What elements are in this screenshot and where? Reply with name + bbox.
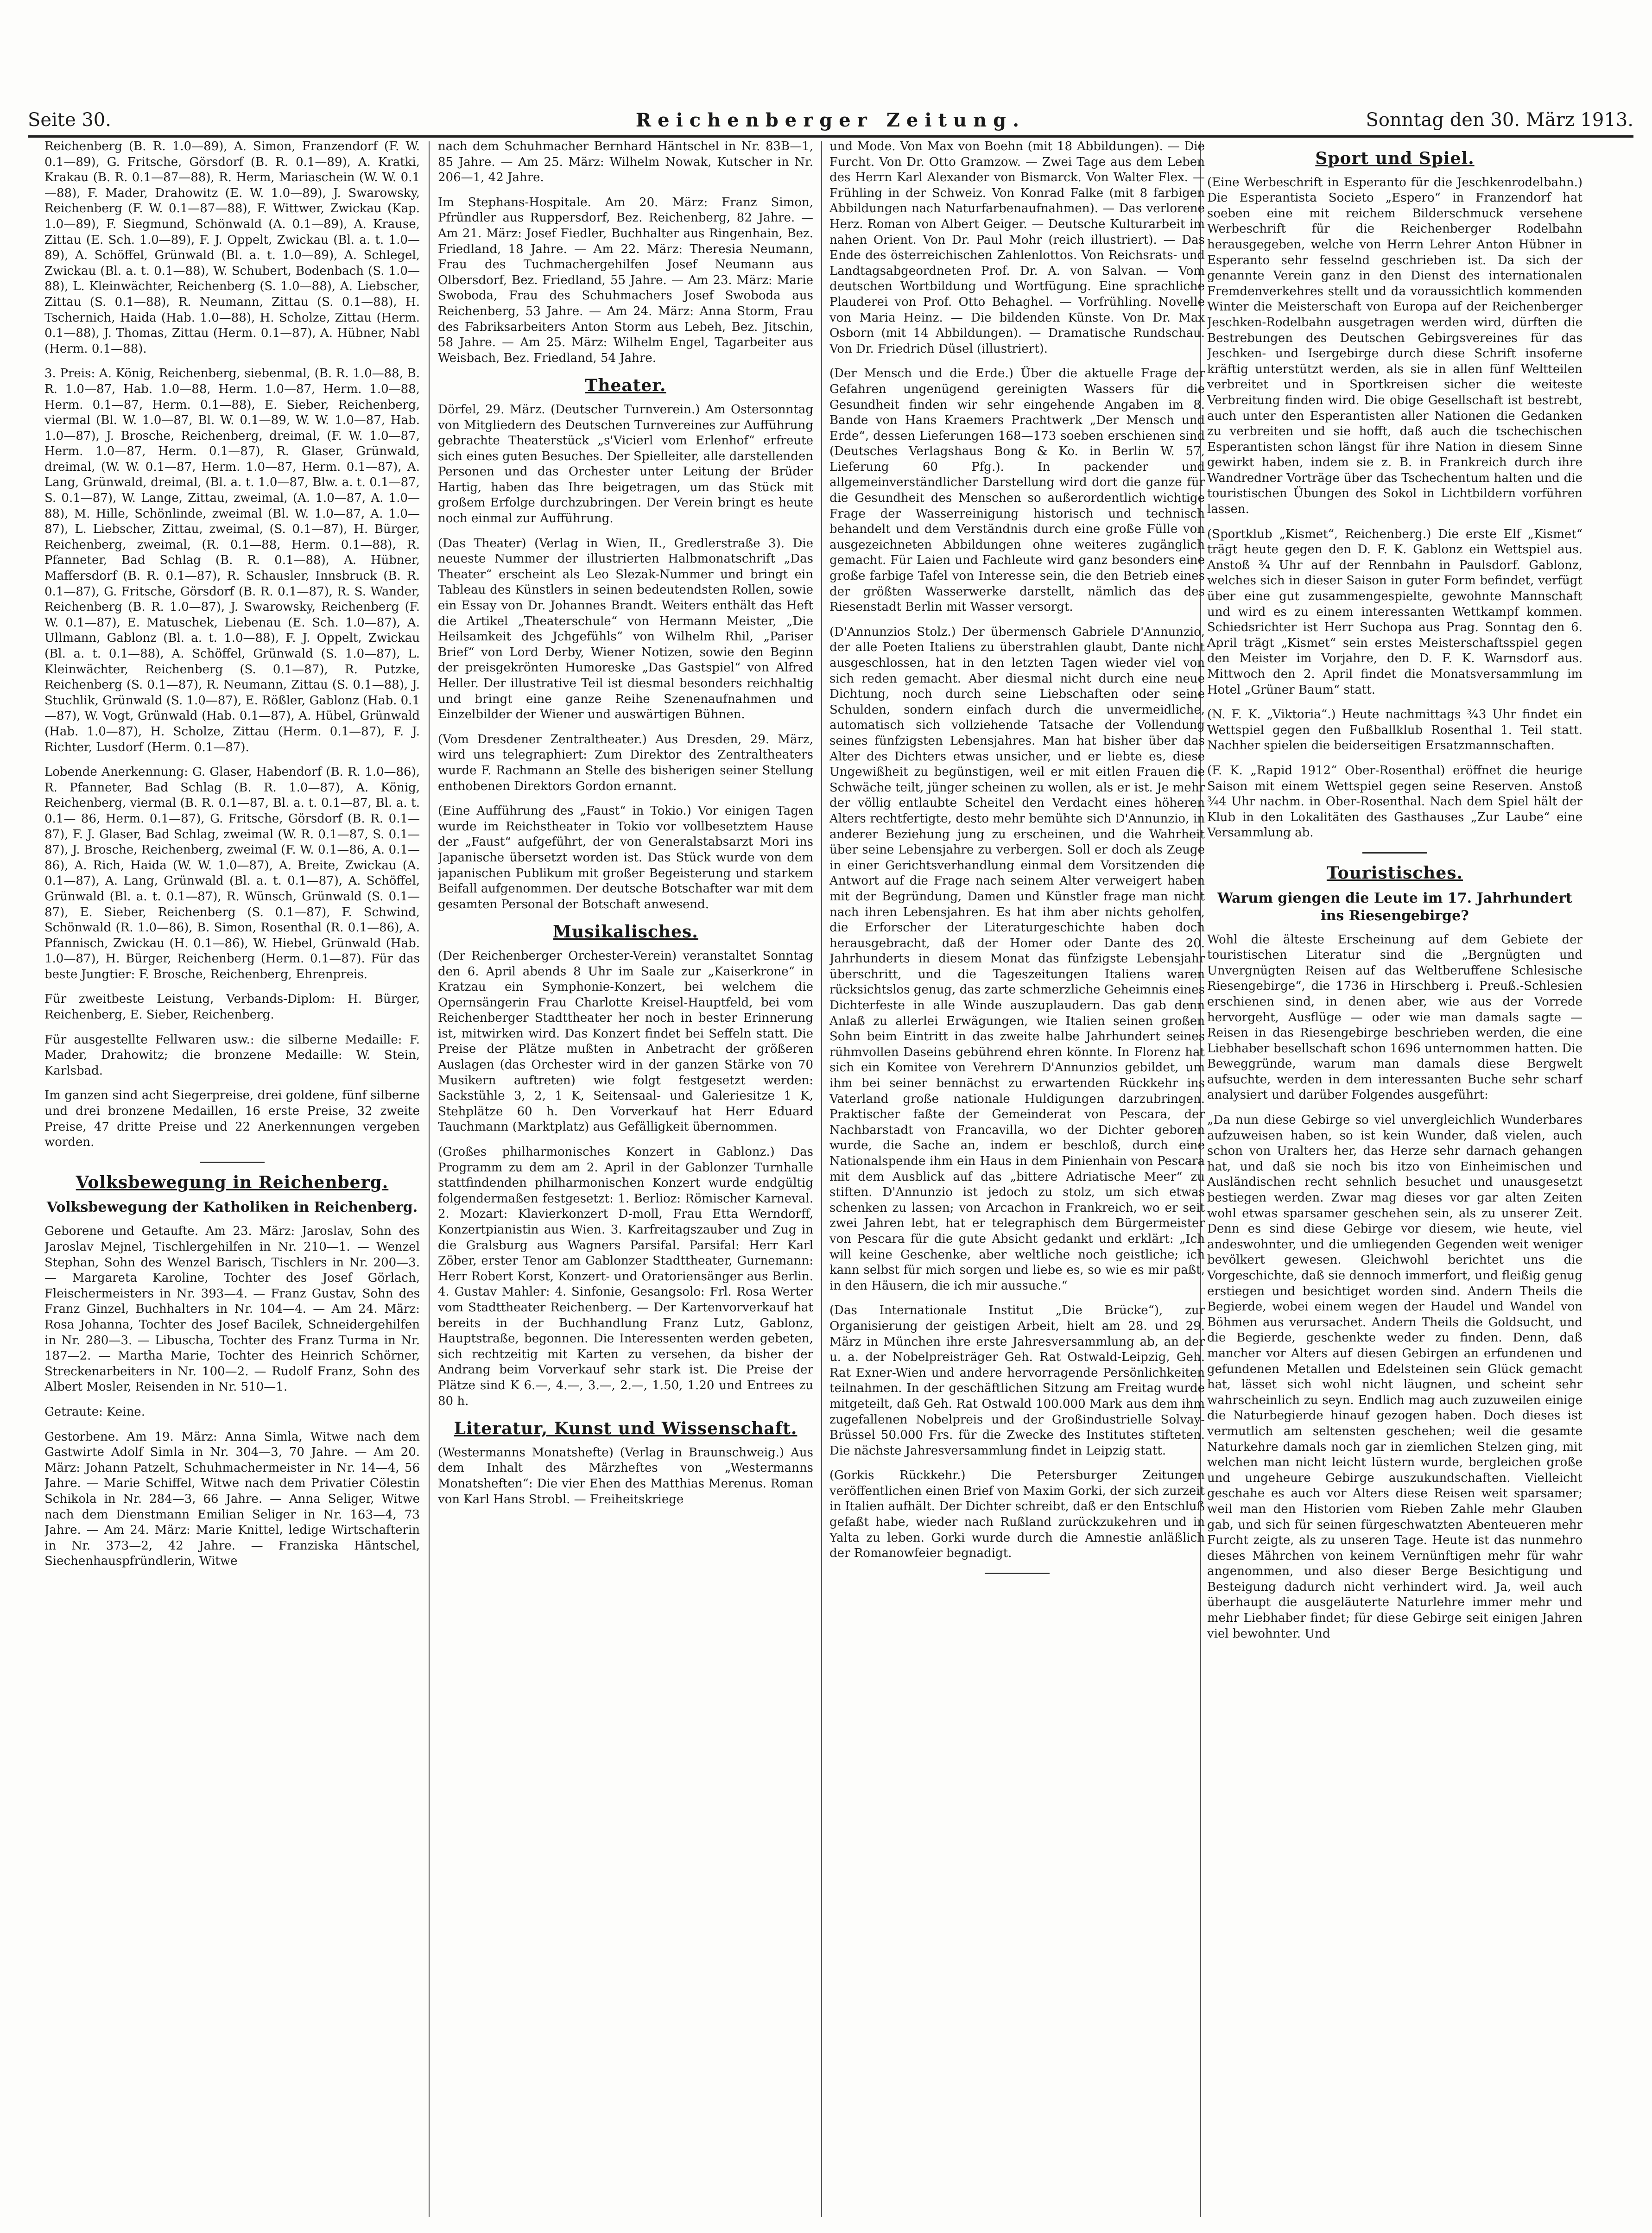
column-1: [44, 139, 420, 1579]
section-heading: Literatur, Kunst und Wissenschaft.: [454, 1419, 798, 1439]
section-heading: Touristisches.: [1326, 863, 1463, 883]
article-text: (Der Mensch und die Erde.) Über die aktuelle Frage der Gefahren ungenügend gereinigten Wassers für die Gesundheit finden wir sehr eingehende Angaben im 8. Bande von Hans Kraemers Prachtwerk „Der Mensch und Erde“, dessen Lieferungen 168—173 soeben erschienen sind (Deutsches Verlagshaus Bong & Ko. in Berlin W. 57, Lieferung 60 Pfg.). In packender und allgemeinverständlicher Darstellung wird dort die ganze für die Gesundheit des Menschen so außerordentlich wichtige Frage der Wasserreinigung historisch und technisch behandelt und dem Verständnis durch eine große Fülle von ausgezeichneten Abbildungen ohne weiteres zugänglich gemacht. Für Laien und Fachleute wird ganz besonders eine große farbige Tafel von Interesse sein, die den Betrieb eines der größten Wasserwerke darstellt, nämlich das des Riesenstadt Berlin mit Wasser versorgt.: [829, 367, 1205, 614]
article-text: Dörfel, 29. März. (Deutscher Turnverein.) Am Ostersonntag von Mitgliedern des Deutschen Turnvereines zur Aufführung gebrachte Theaterstück „s'Vicierl vom Erlenhof“ erfreute sich eines guten Besuches. Der Spielleiter, alle darstellenden Personen und das Orchester unter Leitung der Brüder Hartig, haben das Ihre beigetragen, um das Stück mit großem Erfolge durchzubringen. Der Verein bringt es heute noch einmal zur Aufführung.: [438, 402, 813, 526]
article-text: (Großes philharmonisches Konzert in Gablonz.) Das Programm zu dem am 2. April in der Gablonzer Turnhalle stattfindenden philharmonischen Konzert wurde endgültig folgendermaßen festgesetzt: 1. Berlioz: Römischer Karneval. 2. Mozart: Klavierkonzert D-moll, Frau Etta Werndorff, Konzertpianistin aus Wien. 3. Karfreitagszauber und Zug in die Gralsburg aus Wagners Parsifal. Parsifal: Herr Karl Zöber, erster Tenor am Gablonzer Stadttheater, Gurnemann: Herr Robert Korst, Konzert- und Oratoriensänger aus Berlin. 4. Gustav Mahler: 4. Sinfonie, Gesangsolo: Frl. Rosa Werter vom Stadttheater Reichenberg. — Der Kartenvorverkauf hat bereits in der Buchhandlung Franz Lutz, Gablonz, Hauptstraße, begonnen. Die Interessenten werden gebeten, sich rechtzeitig mit Karten zu versehen, da bisher der Andrang beim Vorverkauf sehr stark ist. Die Preise der Plätze sind K 6.—, 4.—, 3.—, 2.—, 1.50, 1.20 und Entrees zu 80 h.: [438, 1145, 813, 1408]
article-text: (Der Reichenberger Orchester-Verein) veranstaltet Sonntag den 6. April abends 8 Uhr im Saale zur „Kaiserkrone“ in Kratzau ein Symphonie-Konzert, bei welchem die Opernsängerin Frau Charlotte Kreisel-Hauptfeld, bei vom Reichenberger Stadttheater her noch in bester Erinnerung ist, mitwirken wird. Das Konzert findet bei Seffeln statt. Die Preise der Plätze mußten in Anbetracht der größeren Auslagen (das Orchester wird in der ganzen Stärke von 70 Musikern auftreten) wie folgt festgesetzt werden: Sackstühle 3, 2, 1 K, Seitensaal- und Galeriesitze 1 K, Stehplätze 60 h. Den Vorverkauf hat Herr Eduard Tauchmann (Marktplatz) aus Gefälligkeit übernommen.: [438, 949, 813, 1134]
masthead-title: Reichenberger Zeitung.: [635, 109, 1026, 131]
page-header: [28, 109, 1633, 137]
article-text: (F. K. „Rapid 1912“ Ober-Rosenthal) eröffnet die heurige Saison mit einem Wettspiel gegen seine Reserven. Anstoß ¾4 Uhr nachm. in Ober-Rosenthal. Nach dem Spiel hält der Klub in den Lokalitäten des Gasthauses „Zur Laube“ eine Versammlung ab.: [1207, 763, 1582, 840]
column-2: [438, 139, 813, 1517]
separator: [985, 1573, 1050, 1574]
section-heading: Volksbewegung in Reichenberg.: [76, 1172, 389, 1192]
article-text: und Mode. Von Max von Boehn (mit 18 Abbildungen). — Die Furcht. Von Dr. Otto Gramzow. — Zwei Tage aus dem Leben des Herrn Karl Alexander von Bismarck. Von Walter Flex. — Frühling in der Schweiz. Von Konrad Falke (mit 8 farbigen Abbildungen nach Naturfarbenaufnahmen). — Das verlorene Herz. Roman von Albert Geiger. — Deutsche Kulturarbeit im nahen Orient. Von Dr. Paul Mohr (reich illustriert). — Das Ende des österreichischen Zahlenlottos. Von Reichsrats- und Landtagsabgeordneten Prof. Dr. A. von Salvan. — Vom deutschen Wortbildung und Wortfügung. Eine sprachliche Plauderei von Prof. Otto Behaghel. — Vorfrühling. Novelle von Maria Heinz. — Die bildenden Künste. Von Dr. Max Osborn (mit 14 Abbildungen). — Dramatische Rundschau. Von Dr. Friedrich Düsel (illustriert).: [829, 139, 1205, 356]
article-text: „Da nun diese Gebirge so viel unvergleichlich Wunderbares aufzuweisen haben, so ist kein Wunder, daß vielen, auch schon von Uralters her, das Herze sehr darnach gehangen hat, und daß sie noch bis itzo von Einheimischen und Ausländischen recht sehnlich besuchet und unausgesetzt bestiegen werden. Zwar mag dieses vor gar alten Zeiten wohl etwas sparsamer geschehen sein, als zu unserer Zeit. Denn es sind diese Gebirge vor diesem, wie heute, viel andeswohnter, und die umliegenden Gegenden weit weniger bevölkert gewesen. Gleichwohl berichtet uns die Vorgeschichte, daß sie dennoch immerfort, und fleißig genug erstiegen und besichtiget worden sind. Andern Theils die Begierde, wobei einem wegen der Haudel und Wandel von Böhmen aus verursachet. Andern Theils die Goldsucht, und die Begierde, geschenkte weder zu finden. Denn, daß mancher vor Alters auf diesen Gebirgen an erfundenen und gefundenen Metallen und Edelsteinen sein Glück gemacht hat, lässet sich wohl nicht läugnen, und scheint sehr wahrscheinlich zu seyn. Endlich mag auch zuzuweilen einige die Naturbegierde hinauf gezogen haben. Doch dieses ist vermutlich am seltensten geschehen; weil die gesamte Naturkehre damals noch gar in ziemlichen Stelzen ging, mit welchen man nicht leicht lüstern wurde, bergleichen große und ungeheure Gebirge auszukundschaften. Vielleicht geschahe es auch vor Alters diese Reisen weit sparsamer; weil man den Historien vom Rieben Zahle mehr Glauben gab, und sich für seinen fürgeschwatzten Abenteueren mehr Furcht zeigte, als zu unseren Tage. Heute ist das nunmehro dieses Mährchen von keinem Vernünftigen mehr für wahr angenommen, und also dieser Berge Besichtigung und Besteigung dadurch nicht verhindert wird. Ja, weil auch überhaupt die ausgeläuterte Naturlehre immer mehr und mehr Liebhaber findet; für diese Gebirge seit einigen Jahren viel bewohnter. Und: [1207, 1113, 1582, 1641]
header-rule: [28, 135, 1633, 138]
article-text: Im ganzen sind acht Siegerpreise, drei goldene, fünf silberne und drei bronzene Medaillen, 16 erste Preise, 32 zweite Preise, 47 dritte Preise und 22 Anerkennungen vergeben worden.: [44, 1088, 420, 1150]
article-text: (D'Annunzios Stolz.) Der übermensch Gabriele D'Annunzio, der alle Poeten Italiens zu überstrahlen glaubt, Dante nicht ausgeschlossen, hat in den letzten Tagen wieder viel von sich reden gemacht. Aber diesmal nicht durch eine neue Dichtung, noch durch seine Liebschaften oder seine Schulden, sondern einfach durch die unvermeidliche, automatisch sich vollziehende Tatsache der Vollendung seines fünfzigsten Lebensjahres. Man hat bisher über das Alter des Dichters etwas unsicher, und er liebte es, diese Ungewißheit zu begünstigen, weil er mit eitlen Frauen die Schwäche teilt, jünger scheinen zu wollen, als er ist. Je mehr der völlig entlaubte Scheitel den Verdacht eines höheren Alters rechtfertigte, desto mehr bemühte sich D'Annunzio, in anderer Beziehung jung zu erscheinen, und die Wahrheit über seine Lebensjahre zu verbergen. Soll er doch als Zeuge in einer Gerichtsverhandlung einmal dem Vorsitzenden die Antwort auf die Frage nach seinem Alter verweigert haben mit der Begründung, Damen und Künstler frage man nicht nach ihren Lebensjahren. Es hat ihm aber nichts geholfen, die Erforscher der Literaturgeschichte haben doch herausgebracht, daß der Homer oder Dante des 20. Jahrhunderts in diesem Monat das fünfzigste Lebensjahr überschritt, und die Tageszeitungen Italiens waren rücksichtslos genug, das zarte schmerzliche Geheimnis eines Dichterfeste in alle Winde auszuplaudern. Das gab denn Anlaß zu allerlei Erwägungen, wie Italien seinen großen Sohn beim Eintritt in das zweite halbe Jahrhundert seines rühmvollen Daseins gebührend ehren könnte. In Florenz hat sich ein Komitee von Verehrern D'Annunzios gebildet, um ihm bei seiner bennächst zu erwartenden Rückkehr ins Vaterland große nationale Huldigungen darzubringen. Praktischer faßte der Gemeinderat von Pescara, der Nachbarstadt von Francavilla, wo der Dichter geboren wurde, die Sache an, indem er beschloß, durch eine Nationalspende ihm ein Haus in dem Pinienhain von Pescara mit dem Ausblick auf das „bittere Adriatische Meer“ zu stiften. D'Annunzio ist jedoch zu stolz, um sich etwas schenken zu lassen; von Arcachon in Frankreich, wo er seit zwei Jahren lebt, hat er telegraphisch dem Bürgermeister von Pescara für die gute Absicht gedankt und erklärt: „Ich will keine Geschenke, aber weltliche noch geistliche; ich kann selbst für mich sorgen und liebe es, so wie es mir paßt, in den Häusern, die ich mir aussuche.“: [829, 625, 1205, 1293]
article-text: Geborene und Getaufte. Am 23. März: Jaroslav, Sohn des Jaroslav Mejnel, Tischlergehilfen in Nr. 210—1. — Wenzel Stephan, Sohn des Wenzel Barisch, Tischlers in Nr. 200—3. — Margareta Karoline, Tochter des Josef Görlach, Fleischermeisters in Nr. 393—4. — Franz Gustav, Sohn des Franz Ginzel, Buchhalters in Nr. 104—4. — Am 24. März: Rosa Johanna, Tochter des Josef Bacilek, Schneidergehilfen in Nr. 280—3. — Libuscha, Tochter des Franz Turma in Nr. 187—2. — Martha Marie, Tochter des Heinrich Schörner, Streckenarbeiters in Nr. 100—2. — Rudolf Franz, Sohn des Albert Mosler, Reisenden in Nr. 510—1.: [44, 1224, 420, 1394]
article-text: (Das Theater) (Verlag in Wien, II., Gredlerstraße 3). Die neueste Nummer der illustrierten Halbmonatschrift „Das Theater“ erscheint als Leo Slezak-Nummer und bringt ein Tableau des Künstlers in seinen bedeutendsten Rollen, sowie ein Essay von Dr. Johannes Brandt. Weiters enthält das Heft die Artikel „Theaterschule“ von Hermann Meister, „Die Heilsamkeit des Jchgefühls“ von Wilhelm Rhil, „Pariser Brief“ von Lord Derby, Wiener Notizen, sowie den Beginn der preisgekrönten Humoreske „Das Gastspiel“ von Alfred Heller. Der illustrative Teil ist diesmal besonders reichhaltig und bringt eine ganze Reihe Szenenaufnahmen und Einzelbilder der Wiener und auswärtigen Bühnen.: [438, 536, 813, 722]
article-text: (Sportklub „Kismet“, Reichenberg.) Die erste Elf „Kismet“ trägt heute gegen den D. F. K. Gablonz ein Wettspiel aus. Anstoß ¾ Uhr auf der Rennbahn in Paulsdorf. Gablonz, welches sich in dieser Saison in guter Form befindet, verfügt über eine gut zusammengespielte, gewohnte Mannschaft und wird es zu einem interessanten Wettkampf kommen. Schiedsrichter ist Herr Suchopa aus Prag. Sonntag den 6. April trägt „Kismet“ sein erstes Meisterschaftsspiel gegen den Meister im Vorjahre, den D. F. K. Warnsdorf aus. Mittwoch den 2. April findet die Monatsversammlung im Hotel „Grüner Baum“ statt.: [1207, 527, 1582, 697]
article-text: 3. Preis: A. König, Reichenberg, siebenmal, (B. R. 1.0—88, B. R. 1.0—87, Hab. 1.0—88, Herm. 1.0—87, Herm. 1.0—88, Herm. 0.1—87, Herm. 0.1—88), E. Sieber, Reichenberg, viermal (Bl. W. 1.0—87, Bl. W. 0.1—89, W. W. 1.0—87, Hab. 1.0—87), J. Brosche, Reichenberg, dreimal, (F. W. 1.0—87, Herm. 1.0—87, Herm. 0.1—87), R. Glaser, Grünwald, dreimal, (W. W. 0.1—87, Herm. 1.0—87, Herm. 0.1—87), A. Lang, Grünwald, dreimal, (Bl. a. t. 1.0—87, Blw. a. t. 0.1—87, S. 0.1—87), W. Lange, Zittau, zweimal, (A. 1.0—87, A. 1.0—88), M. Hille, Schönlinde, zweimal (Bl. W. 1.0—87, A. 1.0—87), L. Liebscher, Zittau, zweimal, (S. 0.1—87), H. Bürger, Reichenberg, zweimal, (R. 0.1—88, Herm. 0.1—88), R. Pfanneter, Bad Schlag (B. R. 0.1—88), A. Hübner, Maffersdorf (B. R. 0.1—87), R. Schausler, Innsbruck (B. R. 0.1—87), G. Fritsche, Görsdorf (B. R. 0.1—87), R. S. Wander, Reichenberg (B. R. 1.0—87), J. Swarowsky, Reichenberg (F. W. 0.1—87), E. Matuschek, Liebenau (E. Sch. 1.0—87), A. Ullmann, Gablonz (Bl. a. t. 1.0—88), F. J. Oppelt, Zwickau (Bl. a. t. 0.1—88), A. Schöffel, Grünwald (S. 1.0—87), L. Kleinwächter, Reichenberg (S. 0.1—87), R. Putzke, Reichenberg (S. 0.1—87), R. Neumann, Zittau (S. 0.1—88), J. Stuchlik, Grünwald (S. 1.0—87), E. Rößler, Gablonz (Hab. 0.1—87), W. Vogt, Grünwald (Hab. 0.1—87), A. Hübel, Grünwald (Hab. 1.0—87), H. Scholze, Zittau (Herm. 0.1—87), F. J. Richter, Lusdorf (Herm. 0.1—87).: [44, 367, 420, 754]
article-text: (Gorkis Rückkehr.) Die Petersburger Zeitungen veröffentlichen einen Brief von Maxim Gorki, der sich zurzeit in Italien aufhält. Der Dichter schreibt, daß er den Entschluß gefaßt habe, wieder nach Rußland zurückzukehren und in Yalta zu leben. Gorki wurde durch die Amnestie anläßlich der Romanowfeier begnadigt.: [829, 1468, 1205, 1561]
article-text: Lobende Anerkennung: G. Glaser, Habendorf (B. R. 1.0—86), R. Pfanneter, Bad Schlag (B. R. 1.0—87), A. König, Reichenberg, viermal (B. R. 0.1—87, Bl. a. t. 0.1—87, Bl. a. t. 0.1— 86, Herm. 0.1—87), G. Fritsche, Görsdorf (B. R. 0.1—87), F. J. Glaser, Bad Schlag, zweimal (W. R. 0.1—87, S. 0.1—87), J. Brosche, Reichenberg, zweimal (F. W. 0.1—86, A. 0.1—86), A. Rich, Haida (W. W. 1.0—87), A. Breite, Zwickau (A. 0.1—87), A. Lang, Grünwald (Bl. a. t. 0.1—87), A. Schöffel, Grünwald (Bl. a. t. 0.1—87), R. Wünsch, Grünwald (S. 0.1—87), E. Sieber, Reichenberg (S. 0.1—87), F. Schwind, Schönwald (R. 1.0—86), B. Simon, Rosenthal (R. 0.1—86), A. Pfannisch, Zwickau (H. 0.1—86), W. Hiebel, Grünwald (Hab. 1.0—87), H. Bürger, Reichenberg (Herm. 0.1—87). Für das beste Jungtier: F. Brosche, Reichenberg, Ehrenpreis.: [44, 765, 420, 981]
article-text: Für zweitbeste Leistung, Verbands-Diplom: H. Bürger, Reichenberg, E. Sieber, Reichenberg.: [44, 992, 420, 1022]
section-heading: Musikalisches.: [553, 922, 698, 942]
article-text: Reichenberg (B. R. 1.0—89), A. Simon, Franzendorf (F. W. 0.1—89), G. Fritsche, Görsdorf (B. R. 0.1—89), A. Kratki, Krakau (B. R. 0.1—87—88), R. Herm, Mariaschein (W. W. 0.1—88), F. Mader, Drahowitz (E. W. 1.0—89), J. Swarowsky, Reichenberg (F. W. 0.1—87—88), F. Wittwer, Zwickau (Kap. 1.0—89), F. Siegmund, Schönwald (A. 0.1—89), A. Krause, Zittau (E. Sch. 1.0—89), F. J. Oppelt, Zwickau (Bl. a. t. 1.0—89), A. Schöffel, Grünwald (Bl. a. t. 1.0—89), A. Schlegel, Zwickau (Bl. a. t. 0.1—88), W. Schubert, Bodenbach (S. 1.0—88), L. Kleinwächter, Reichenberg (S. 1.0—88), A. Liebscher, Zittau (S. 0.1—88), R. Neumann, Zittau (S. 0.1—88), H. Tschernich, Haida (Hab. 1.0—88), H. Scholze, Zittau (Herm. 0.1—88), J. Thomas, Zittau (Herm. 0.1—87), A. Hübner, Nabl (Herm. 0.1—88).: [44, 139, 420, 356]
article-text: Wohl die älteste Erscheinung auf dem Gebiete der touristischen Literatur sind die „Bergnügten und Unvergnügten Reisen auf das Weltberuffene Schlesische Riesengebirge“, die 1736 in Hirschberg i. Preuß.-Schlesien erschienen sind, in denen aber, wie aus der Vorrede hervorgeht, Ausflüge — oder wie man damals sagte — Reisen in das Riesengebirge beschrieben werden, die eine Liebhaber besellschaft schon 1696 unternommen hatten. Die Beweggründe, warum man damals diese Bergwelt aufsuchte, werden in dem interessanten Buche sehr scharf analysiert und darüber Folgendes ausgeführt:: [1207, 932, 1582, 1102]
article-text: (Eine Werbeschrift in Esperanto für die Jeschkenrodelbahn.) Die Esperantista Societo „Espero“ in Franzendorf hat soeben eine mit reichem Bilderschmuck versehene Werbeschrift für die Reichenberger Rodelbahn herausgegeben, welche von Herrn Lehrer Anton Hübner in Esperanto sehr fesselnd geschrieben ist. Da sich der genannte Verein ganz in den Dienst des internationalen Fremdenverkehres stellt und da voraussichtlich kommenden Winter die Meisterschaft von Europa auf der Reichenberger Jeschken-Rodelbahn ausgetragen werden wird, dürften die Bestrebungen des Deutschen Gebirgsvereines für das Jeschken- und Isergebirge durch diese Schrift insoferne kräftig unterstützt werden, als sie in allen fünf Weltteilen verbreitet und in Sportkreisen sicher die weiteste Verbreitung finden wird. Die obige Gesellschaft ist bestrebt, auch unter den Esperantisten aller Nationen die Gedanken zu verbreiten und sie hofft, daß auch die tschechischen Esperantisten schon längst für ihre Nation in diesem Sinne gewirkt haben, indem sie z. B. in Frankreich durch ihre Wandredner Vorträge über das Tschechentum halten und die touristischen Übungen des Sokol in Lichtbildern vorführen lassen.: [1207, 175, 1582, 517]
column-divider: [821, 141, 822, 2217]
separator: [1362, 852, 1427, 854]
article-text: (Westermanns Monatshefte) (Verlag in Braunschweig.) Aus dem Inhalt des Märzheftes von „Westermanns Monatsheften“: Die vier Ehen des Matthias Merenus. Roman von Karl Hans Strobl. — Freiheitskriege: [438, 1445, 813, 1506]
article-text: (N. F. K. „Viktoria“.) Heute nachmittags ¾3 Uhr findet ein Wettspiel gegen den Fußballklub Rosenthal 1. Teil statt. Nachher spielen die beiderseitigen Ersatzmannschaften.: [1207, 708, 1582, 753]
article-text: (Eine Aufführung des „Faust“ in Tokio.) Vor einigen Tagen wurde im Reichstheater in Tokio vor vollbesetztem Hause der „Faust“ aufgeführt, der von Generalstabsarzt Mori ins Japanische übersetzt worden ist. Das Stück wurde von dem japanischen Publikum mit großer Begeisterung und starkem Beifall aufgenommen. Der deutsche Botschafter war mit dem gesamten Personal der Botschaft anwesend.: [438, 804, 813, 911]
column-3: [829, 139, 1205, 1585]
page-number: Seite 30.: [28, 109, 111, 131]
column-4: [1207, 139, 1582, 1651]
article-text: (Vom Dresdener Zentraltheater.) Aus Dresden, 29. März, wird uns telegraphiert: Zum Direktor des Zentraltheaters wurde F. Rachmann an Stelle des bisherigen seiner Stellung enthobenen Direktors Gordon ernannt.: [438, 732, 813, 793]
sub-heading: Warum giengen die Leute im 17. Jahrhundert ins Riesengebirge?: [1217, 890, 1572, 924]
article-text: Gestorbene. Am 19. März: Anna Simla, Witwe nach dem Gastwirte Adolf Simla in Nr. 304—3, 70 Jahre. — Am 20. März: Johann Patzelt, Schuhmachermeister in Nr. 14—4, 56 Jahre. — Marie Schiffel, Witwe nach dem Privatier Cölestin Schikola in Nr. 284—3, 66 Jahre. — Anna Seliger, Witwe nach dem Dienstmann Emilian Seliger in Nr. 163—4, 73 Jahre. — Am 24. März: Marie Knittel, ledige Wirtschafterin in Nr. 373—2, 42 Jahre. — Franziska Häntschel, Siechenhauspfründlerin, Witwe: [44, 1430, 420, 1569]
article-text: (Das Internationale Institut „Die Brücke“), zur Organisierung der geistigen Arbeit, hielt am 28. und 29. März in München ihre erste Jahresversammlung ab, an der u. a. der Nobelpreisträger Geh. Rat Ostwald-Leipzig, Geh. Rat Exner-Wien und andere hervorragende Persönlichkeiten teilnahmen. In der geschäftlichen Sitzung am Freitag wurde mitgeteilt, daß Geh. Rat Ostwald 100.000 Mark aus dem ihm zugefallenen Nobelpreis und der Großindustrielle Solvay-Brüssel 50.000 Frs. für die Zwecke des Institutes stifteten. Die nächste Jahresversammlung findet in Leipzig statt.: [829, 1303, 1205, 1458]
section-heading: Theater.: [585, 376, 666, 396]
separator: [200, 1162, 265, 1163]
sub-heading: Volksbewegung der Katholiken in Reichenberg.: [46, 1199, 418, 1216]
section-heading: Sport und Spiel.: [1315, 149, 1475, 168]
article-text: nach dem Schuhmacher Bernhard Häntschel in Nr. 83B—1, 85 Jahre. — Am 25. März: Wilhelm Nowak, Kutscher in Nr. 206—1, 42 Jahre.: [438, 139, 813, 185]
article-text: Im Stephans-Hospitale. Am 20. März: Franz Simon, Pfründler aus Ruppersdorf, Bez. Reichenberg, 82 Jahre. — Am 21. März: Josef Fiedler, Buchhalter aus Ringenhain, Bez. Friedland, 18 Jahre. — Am 22. März: Theresia Neumann, Frau des Tuchmachergehilfen Josef Neumann aus Olbersdorf, Bez. Friedland, 55 Jahre. — Am 23. März: Marie Swoboda, Frau des Schuhmachers Josef Swoboda aus Reichenberg, 53 Jahre. — Am 24. März: Anna Storm, Frau des Fabriksarbeiters Anton Storm aus Lebeh, Bez. Jitschin, 58 Jahre. — Am 25. März: Wilhelm Engel, Tagarbeiter aus Weisbach, Bez. Friedland, 54 Jahre.: [438, 195, 813, 365]
article-text: Für ausgestellte Fellwaren usw.: die silberne Medaille: F. Mader, Drahowitz; die bronzene Medaille: W. Stein, Karlsbad.: [44, 1032, 420, 1078]
issue-date: Sonntag den 30. März 1913.: [1366, 109, 1633, 131]
article-text: Getraute: Keine.: [44, 1404, 145, 1419]
column-divider: [429, 141, 430, 2217]
